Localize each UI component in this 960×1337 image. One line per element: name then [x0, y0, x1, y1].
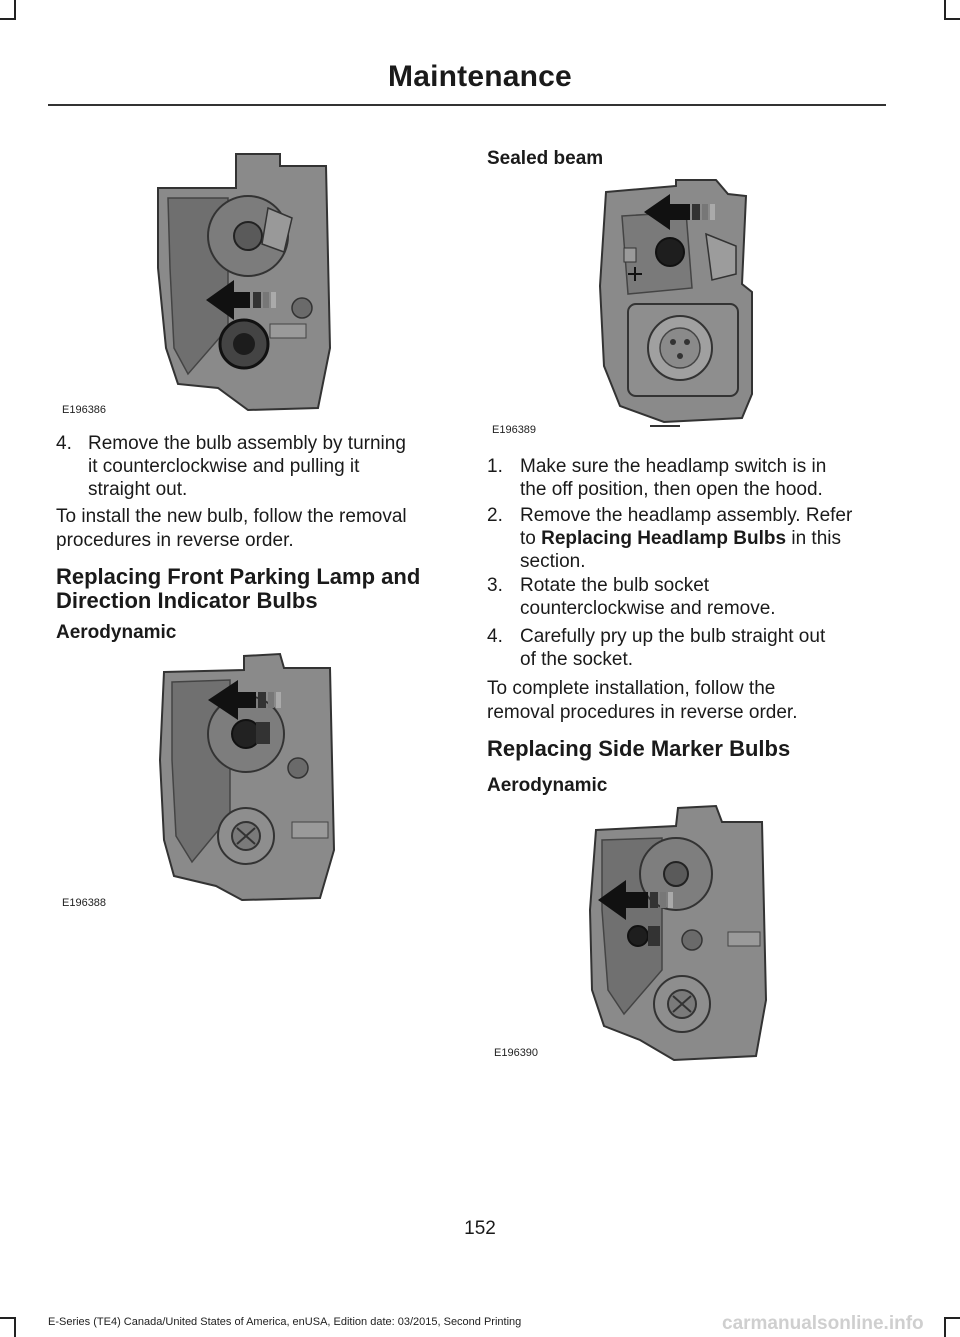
heading-line: Replacing Front Parking Lamp and — [56, 564, 421, 589]
paragraph-line: procedures in reverse order. — [56, 530, 294, 551]
crop-mark — [0, 1317, 16, 1319]
crop-mark — [944, 1317, 960, 1319]
headlamp-housing-figure — [48, 148, 456, 418]
step-number: 4. — [487, 626, 503, 647]
parking-lamp-illustration — [48, 650, 456, 912]
parking-lamp-figure — [48, 650, 456, 912]
text-fragment: to — [520, 528, 542, 549]
crop-mark — [14, 1319, 16, 1337]
step-text-line — [487, 527, 887, 550]
step-text-line: Carefully pry up the bulb straight out — [520, 626, 826, 647]
heading-line: Direction Indicator Bulbs — [56, 588, 318, 613]
step-text-line: it counterclockwise and pulling it — [88, 456, 360, 477]
paragraph-line: To complete installation, follow the — [487, 678, 776, 699]
headlamp-housing-illustration — [48, 148, 456, 418]
subheading-aerodynamic-side-marker: Aerodynamic — [487, 775, 608, 796]
page-title: Maintenance — [388, 60, 572, 93]
crop-mark — [944, 1319, 946, 1337]
figure-code: E196389 — [492, 424, 537, 436]
sealed-beam-illustration — [480, 176, 888, 438]
step-text-line: straight out. — [88, 479, 188, 500]
figure-code: E196390 — [494, 1047, 539, 1059]
step-text-line: Remove the bulb assembly by turning — [88, 433, 406, 454]
complete-installation-paragraph — [487, 677, 887, 725]
step-2-remove-headlamp — [487, 504, 887, 573]
step-3-rotate-socket — [487, 574, 887, 620]
step-text-line: section. — [520, 551, 586, 572]
step-number: 1. — [487, 456, 503, 477]
section-heading-side-marker: Replacing Side Marker Bulbs — [487, 736, 791, 761]
watermark: carmanualsonline.info — [722, 1313, 924, 1334]
subheading-sealed-beam: Sealed beam — [487, 148, 604, 169]
step-number: 3. — [487, 575, 503, 596]
cross-reference-link[interactable]: Replacing Headlamp Bulbs — [541, 528, 787, 549]
crop-mark — [944, 18, 960, 20]
crop-mark — [944, 0, 946, 18]
step-number: 4. — [56, 433, 72, 454]
paragraph-line: To install the new bulb, follow the removal — [56, 506, 407, 527]
figure-code: E196386 — [62, 404, 107, 416]
crop-mark — [14, 0, 16, 18]
step-text-line: Remove the headlamp assembly. Refer — [520, 505, 853, 526]
install-paragraph — [56, 505, 456, 553]
edition-footer: E-Series (TE4) Canada/United States of America, enUSA, Edition date: 03/2015, Second Printing — [48, 1316, 522, 1328]
step-number: 2. — [487, 505, 503, 526]
page-number: 152 — [464, 1218, 496, 1239]
step-4-remove-bulb — [56, 432, 456, 501]
section-heading-front-parking-lamp — [56, 565, 456, 613]
step-4-pry-bulb — [487, 625, 887, 671]
step-text-line: the off position, then open the hood. — [520, 479, 823, 500]
text-fragment: in this — [786, 528, 841, 549]
step-text-line: Make sure the headlamp switch is in — [520, 456, 827, 477]
step-text-line: of the socket. — [520, 649, 634, 670]
sealed-beam-figure — [480, 176, 888, 438]
paragraph-line: removal procedures in reverse order. — [487, 702, 798, 723]
side-marker-illustration — [480, 800, 888, 1065]
subheading-aerodynamic: Aerodynamic — [56, 622, 177, 643]
figure-code: E196388 — [62, 897, 107, 909]
crop-mark — [0, 18, 16, 20]
header-divider — [48, 104, 886, 106]
side-marker-figure — [480, 800, 888, 1065]
step-text-line: counterclockwise and remove. — [520, 598, 776, 619]
step-text-line: Rotate the bulb socket — [520, 575, 710, 596]
step-1-switch-off — [487, 455, 887, 501]
